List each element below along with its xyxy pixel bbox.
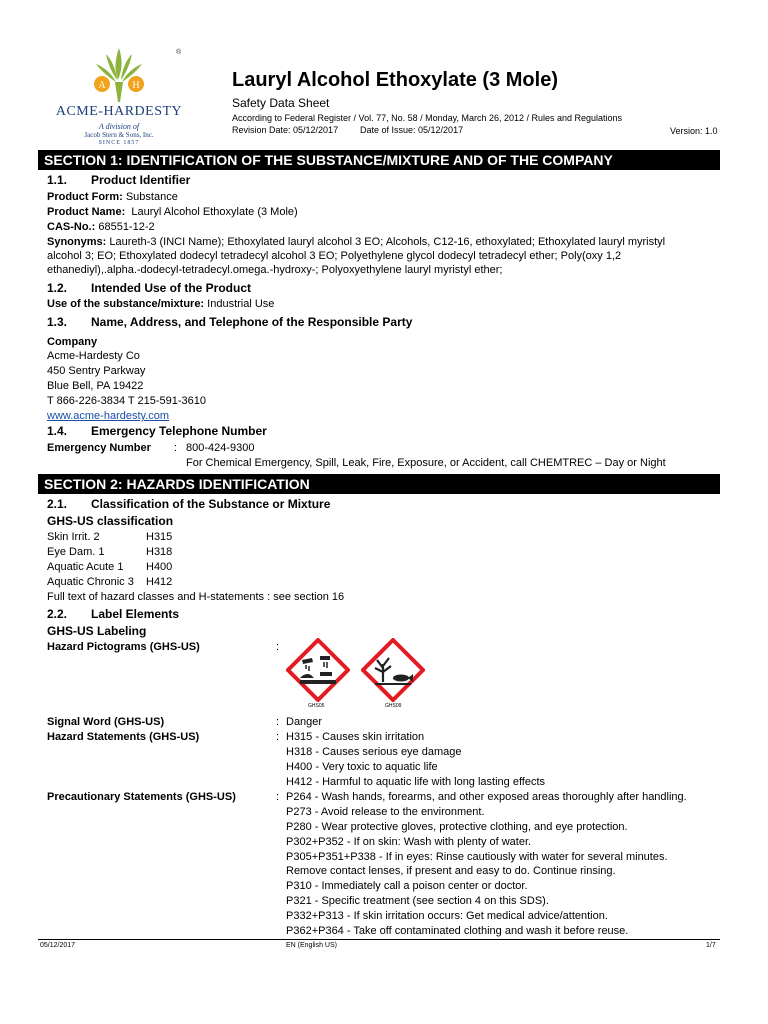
hazard-colon: : [276,731,280,743]
website-link[interactable]: www.acme-hardesty.com [47,410,170,422]
signal-word-label: Signal Word (GHS-US) [47,716,165,728]
revision-date: Revision Date: 05/12/2017 [232,125,339,135]
footer-divider [38,939,720,940]
heading-1-4: 1.4. Emergency Telephone Number [47,424,267,438]
svg-text:H: H [132,80,140,91]
pictogram-code: GHS05 [308,703,325,709]
section1-header: SECTION 1: IDENTIFICATION OF THE SUBSTANCE/MIXTURE AND OF THE COMPANY [38,150,720,170]
class-code: H318 [146,546,173,558]
corrosion-pictogram-icon [286,638,350,702]
company-name: Acme-Hardesty Co [47,350,140,362]
regulation-reference: According to Federal Register / Vol. 77, No. 58 / Monday, March 26, 2012 / Rules and Regulations [232,113,623,123]
heading-1-1: 1.1. Product Identifier [47,173,191,187]
pictogram-code: GHS09 [385,703,402,709]
version: Version: 1.0 [670,126,718,136]
address-line2: Blue Bell, PA 19422 [47,380,144,392]
company-phone: T 866-226-3834 T 215-591-3610 [47,395,207,407]
synonyms: Synonyms: Laureth-3 (INCI Name); Ethoxylated lauryl alcohol 3 EO; Alcohols, C12-16, ethoxylated; Ethoxylated lauryl myristyl [47,236,666,248]
environment-pictogram-icon [361,638,425,702]
issue-date: Date of Issue: 05/12/2017 [360,125,464,135]
section2-header: SECTION 2: HAZARDS IDENTIFICATION [38,474,720,494]
emergency-number: 800-424-9300 [186,442,255,454]
synonyms-line2: alcohol 3; EO; Ethoxylated dodecyl tetradecyl alcohol 3 EO; Polyethylene glycol dodecyl tetradecyl ether; Poly(oxy 1,2 [47,250,622,262]
pictograms-colon: : [276,641,280,653]
emergency-label: Emergency Number [47,442,151,454]
precautionary-statement: P321 - Specific treatment (see section 4 on this SDS). [286,895,549,907]
logo-company-name: ACME-HARDESTY [55,104,183,119]
class-code: H412 [146,576,173,588]
company-label: Company [47,336,98,348]
class-code: H400 [146,561,173,573]
company-logo [30,40,208,152]
emergency-colon: : [174,442,178,454]
class-name: Aquatic Acute 1 [47,561,124,573]
class-name: Eye Dam. 1 [47,546,105,558]
precautionary-statement: P280 - Wear protective gloves, protective clothing, and eye protection. [286,821,628,833]
precautionary-statement: Remove contact lenses, if present and easy to do. Continue rinsing. [286,865,616,877]
hazard-statement: H412 - Harmful to aquatic life with long lasting effects [286,776,546,788]
precautionary-statement: P332+P313 - If skin irritation occurs: Get medical advice/attention. [286,910,608,922]
precautionary-label: Precautionary Statements (GHS-US) [47,791,236,803]
svg-text:®: ® [176,49,182,56]
footer-page: 1/7 [706,942,716,949]
hazard-statement: H318 - Causes serious eye damage [286,746,462,758]
footer-language: EN (English US) [286,942,337,949]
hazard-statement: H315 - Causes skin irritation [286,731,425,743]
product-form: Product Form: Substance [47,191,178,203]
signal-word: Danger [286,716,323,728]
hazard-statements-label: Hazard Statements (GHS-US) [47,731,200,743]
heading-2-1: 2.1. Classification of the Substance or Mixture [47,497,331,511]
full-text-note: Full text of hazard classes and H-statements : see section 16 [47,591,345,603]
cas-number: CAS-No.: 68551-12-2 [47,221,155,233]
signal-word-colon: : [276,716,280,728]
precautionary-statement: P362+P364 - Take off contaminated clothing and wash it before reuse. [286,925,629,937]
product-name: Product Name: Lauryl Alcohol Ethoxylate (3 Mole) [47,206,298,218]
hazard-statement: H400 - Very toxic to aquatic life [286,761,438,773]
svg-text:A: A [98,80,106,91]
heading-1-3: 1.3. Name, Address, and Telephone of the Responsible Party [47,315,413,329]
document-subtitle: Safety Data Sheet [232,96,330,110]
ghs-classification-heading: GHS-US classification [47,514,174,528]
precaution-colon: : [276,791,280,803]
precautionary-statement: P302+P352 - If on skin: Wash with plenty of water. [286,836,532,848]
footer-date: 05/12/2017 [40,942,76,949]
pictograms-label: Hazard Pictograms (GHS-US) [47,641,200,653]
class-name: Skin Irrit. 2 [47,531,100,543]
heading-1-2: 1.2. Intended Use of the Product [47,281,252,295]
synonyms-line3: ethanediyl),.alpha.-dodecyl-tetradecyl.omega.-hydroxy-; Polyoxyethylene lauryl myristyl ether; [47,264,503,276]
logo-since: SINCE 1857 [98,140,140,146]
logo-division-line2: Jacob Stern & Sons, Inc. [84,131,154,139]
precautionary-statement: P305+P351+P338 - If in eyes: Rinse cautiously with water for several minutes. [286,851,668,863]
intended-use: Use of the substance/mixture: Industrial Use [47,298,275,310]
emergency-note: For Chemical Emergency, Spill, Leak, Fire, Exposure, or Accident, call CHEMTREC – Day or Night [186,457,666,469]
precautionary-statement: P273 - Avoid release to the environment. [286,806,485,818]
address-line1: 450 Sentry Parkway [47,365,146,377]
document-title: Lauryl Alcohol Ethoxylate (3 Mole) [232,69,558,91]
ghs-labeling-heading: GHS-US Labeling [47,624,147,638]
precautionary-statement: P310 - Immediately call a poison center or doctor. [286,880,528,892]
precautionary-statement: P264 - Wash hands, forearms, and other exposed areas thoroughly after handling. [286,791,687,803]
logo-division-line1: A division of [98,122,140,131]
class-code: H315 [146,531,173,543]
heading-2-2: 2.2. Label Elements [47,607,180,621]
class-name: Aquatic Chronic 3 [47,576,134,588]
